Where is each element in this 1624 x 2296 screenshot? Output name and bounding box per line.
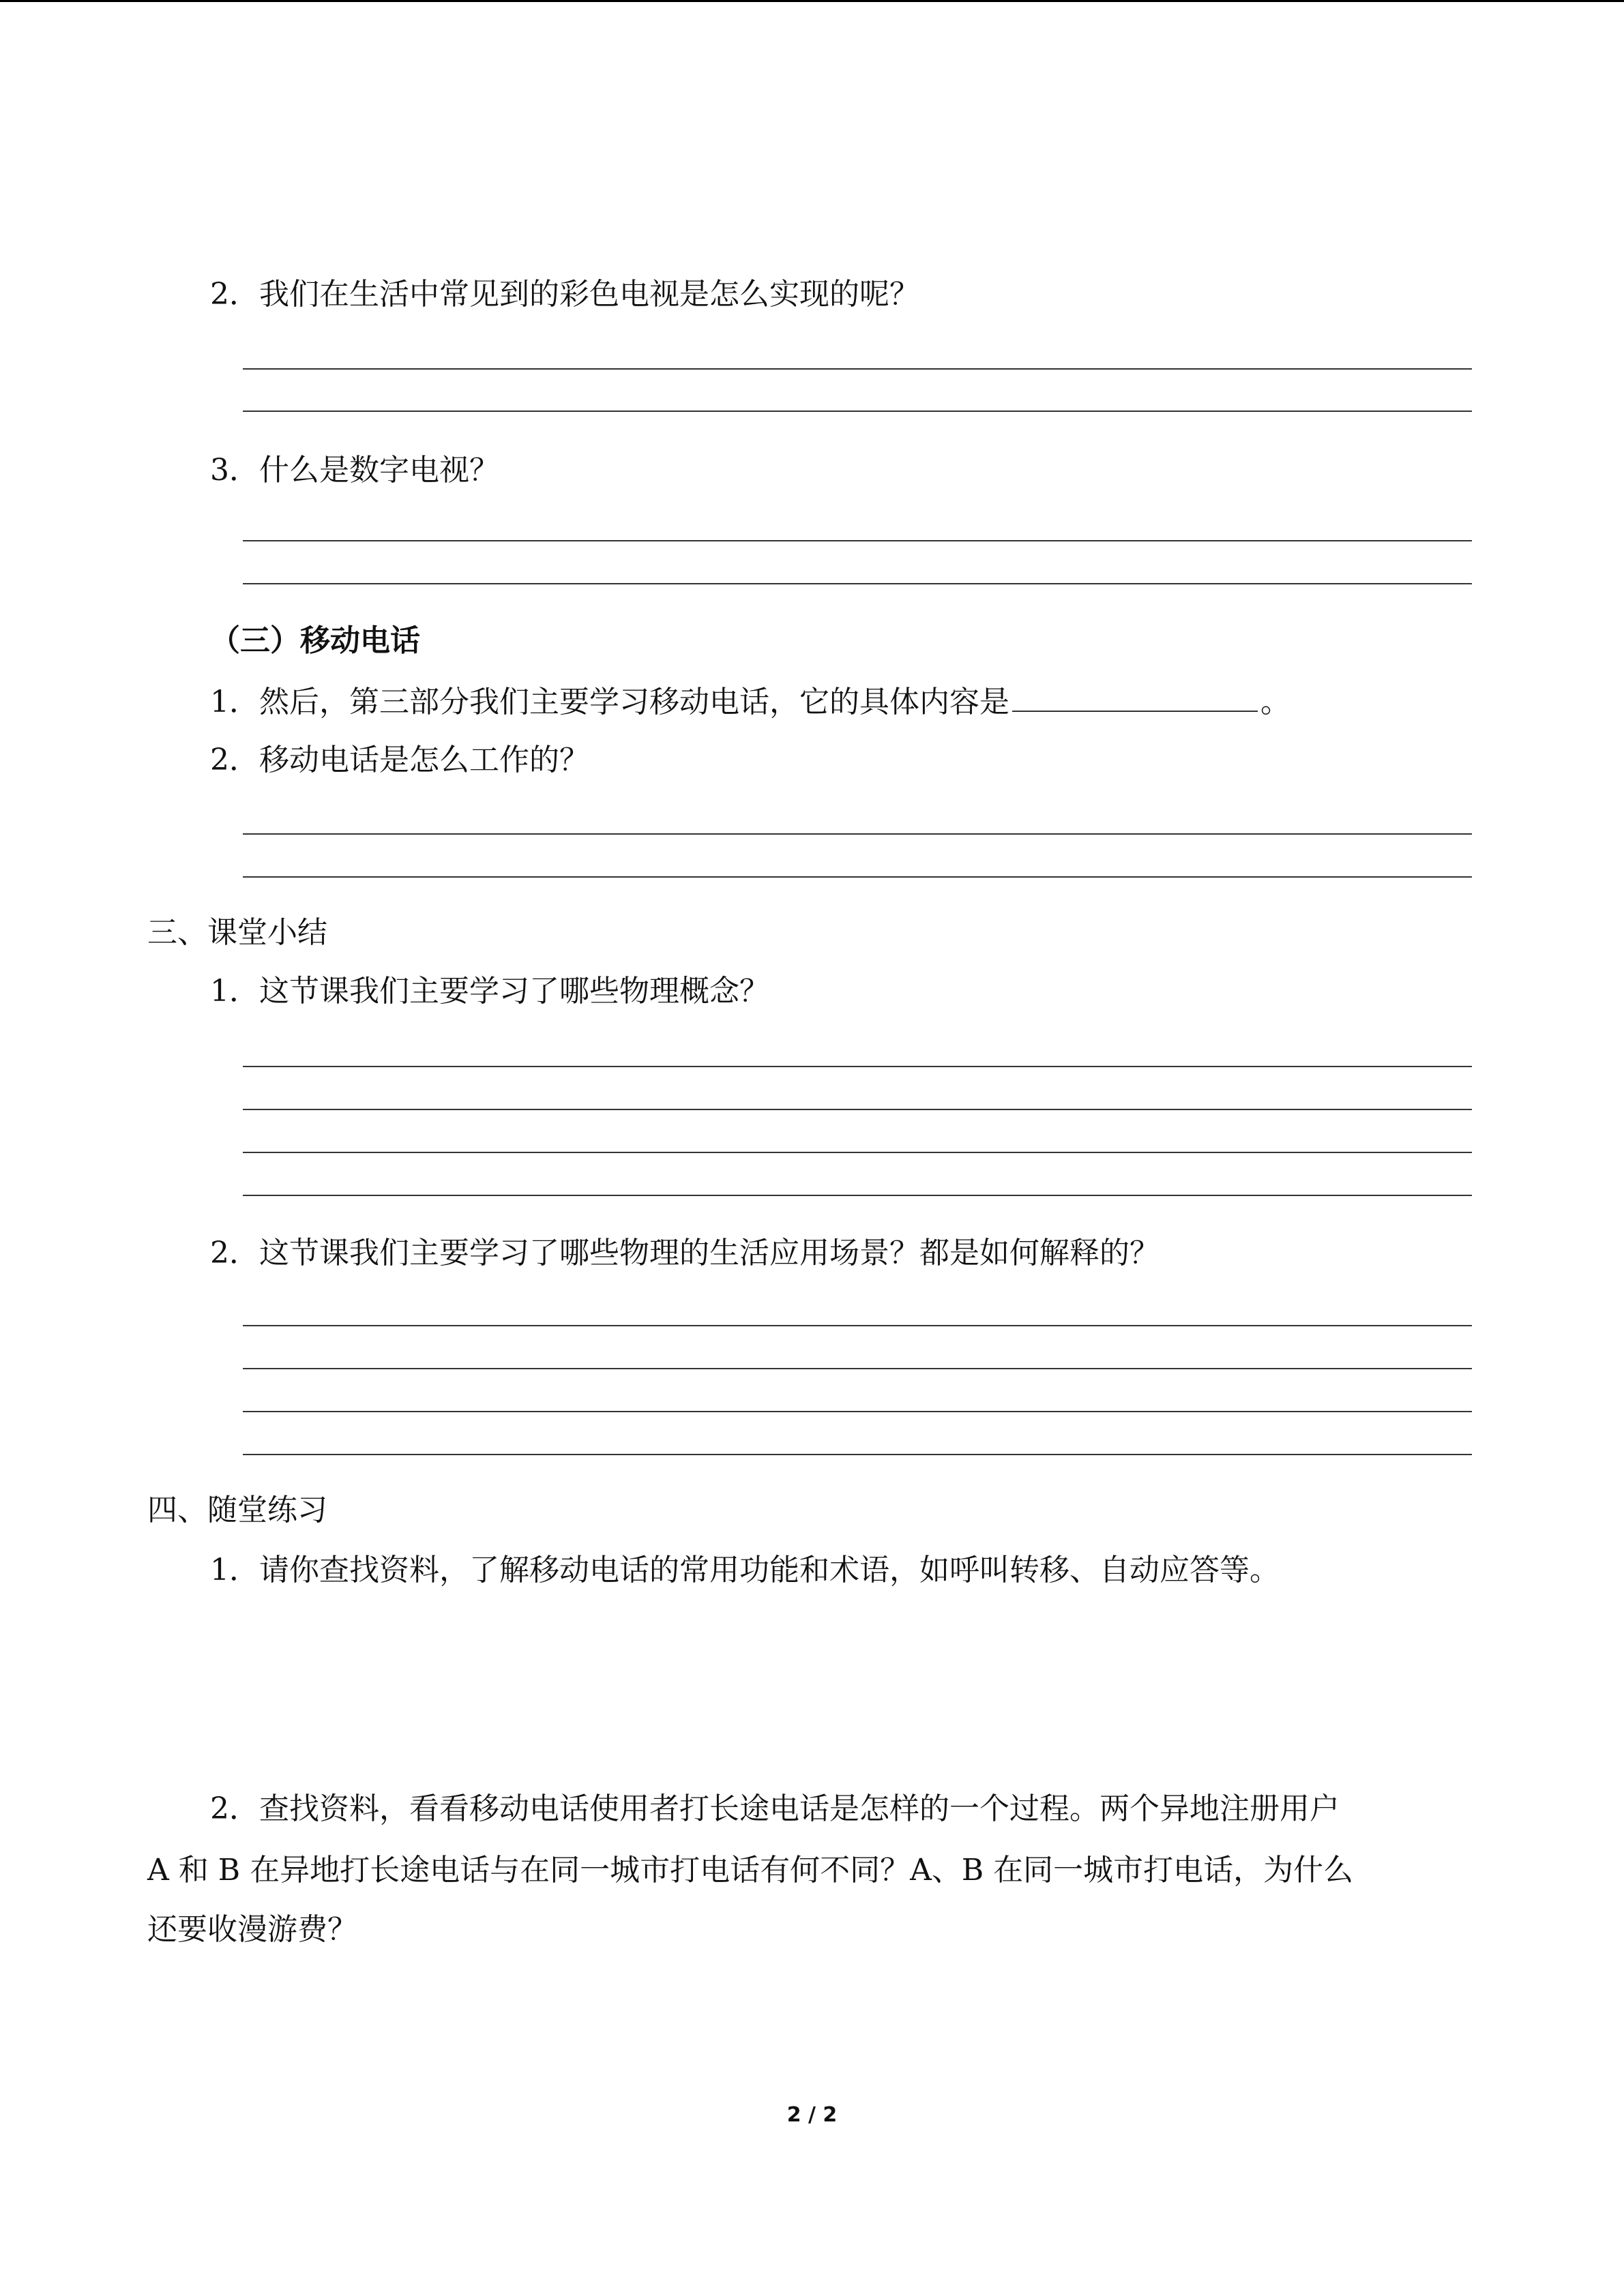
answer-line[interactable] xyxy=(243,1195,1472,1196)
answer-line[interactable] xyxy=(243,1368,1472,1369)
practice-question-2-line-3: 还要收漫游费？ xyxy=(147,1912,357,1947)
practice-question-1: 1．请你查找资料，了解移动电话的常用功能和术语，如呼叫转移、自动应答等。 xyxy=(210,1553,1280,1587)
page-number: 2 / 2 xyxy=(786,2103,838,2127)
answer-line[interactable] xyxy=(243,1152,1472,1153)
section-heading-summary: 三、课堂小结 xyxy=(147,915,327,950)
answer-line[interactable] xyxy=(243,1454,1472,1455)
answer-line[interactable] xyxy=(243,833,1472,835)
answer-line[interactable] xyxy=(243,876,1472,878)
question-text: 1．然后，第三部分我们主要学习移动电话，它的具体内容是 xyxy=(210,685,1009,719)
answer-line[interactable] xyxy=(243,1066,1472,1067)
question-concepts: 1．这节课我们主要学习了哪些物理概念？ xyxy=(210,974,769,1009)
question-digital-tv: 3．什么是数字电视？ xyxy=(210,453,499,488)
question-applications: 2．这节课我们主要学习了哪些物理的生活应用场景？都是如何解释的？ xyxy=(210,1236,1160,1270)
top-border xyxy=(0,0,1624,2)
answer-line[interactable] xyxy=(243,1325,1472,1326)
answer-line[interactable] xyxy=(243,1109,1472,1110)
question-mobile-work: 2．移动电话是怎么工作的？ xyxy=(210,743,589,777)
answer-line[interactable] xyxy=(243,411,1472,412)
section-heading-practice: 四、随堂练习 xyxy=(147,1493,327,1527)
subsection-heading-mobile-phone: （三）移动电话 xyxy=(210,623,420,658)
question-color-tv: 2．我们在生活中常见到的彩色电视是怎么实现的呢？ xyxy=(210,277,919,312)
practice-question-2-line-2: A 和 B 在异地打长途电话与在同一城市打电话有何不同？A、B 在同一城市打电话，为什么 xyxy=(147,1853,1354,1888)
answer-line[interactable] xyxy=(243,583,1472,584)
answer-line[interactable] xyxy=(243,540,1472,541)
answer-line[interactable] xyxy=(243,1411,1472,1412)
answer-line[interactable] xyxy=(243,368,1472,370)
fill-in-blank[interactable] xyxy=(1012,681,1258,712)
question-mobile-content xyxy=(210,681,1290,723)
practice-question-2-line-1: 2．查找资料，看看移动电话使用者打长途电话是怎样的一个过程。两个异地注册用户 xyxy=(210,1791,1340,1826)
question-end-mark: 。 xyxy=(1260,685,1290,719)
